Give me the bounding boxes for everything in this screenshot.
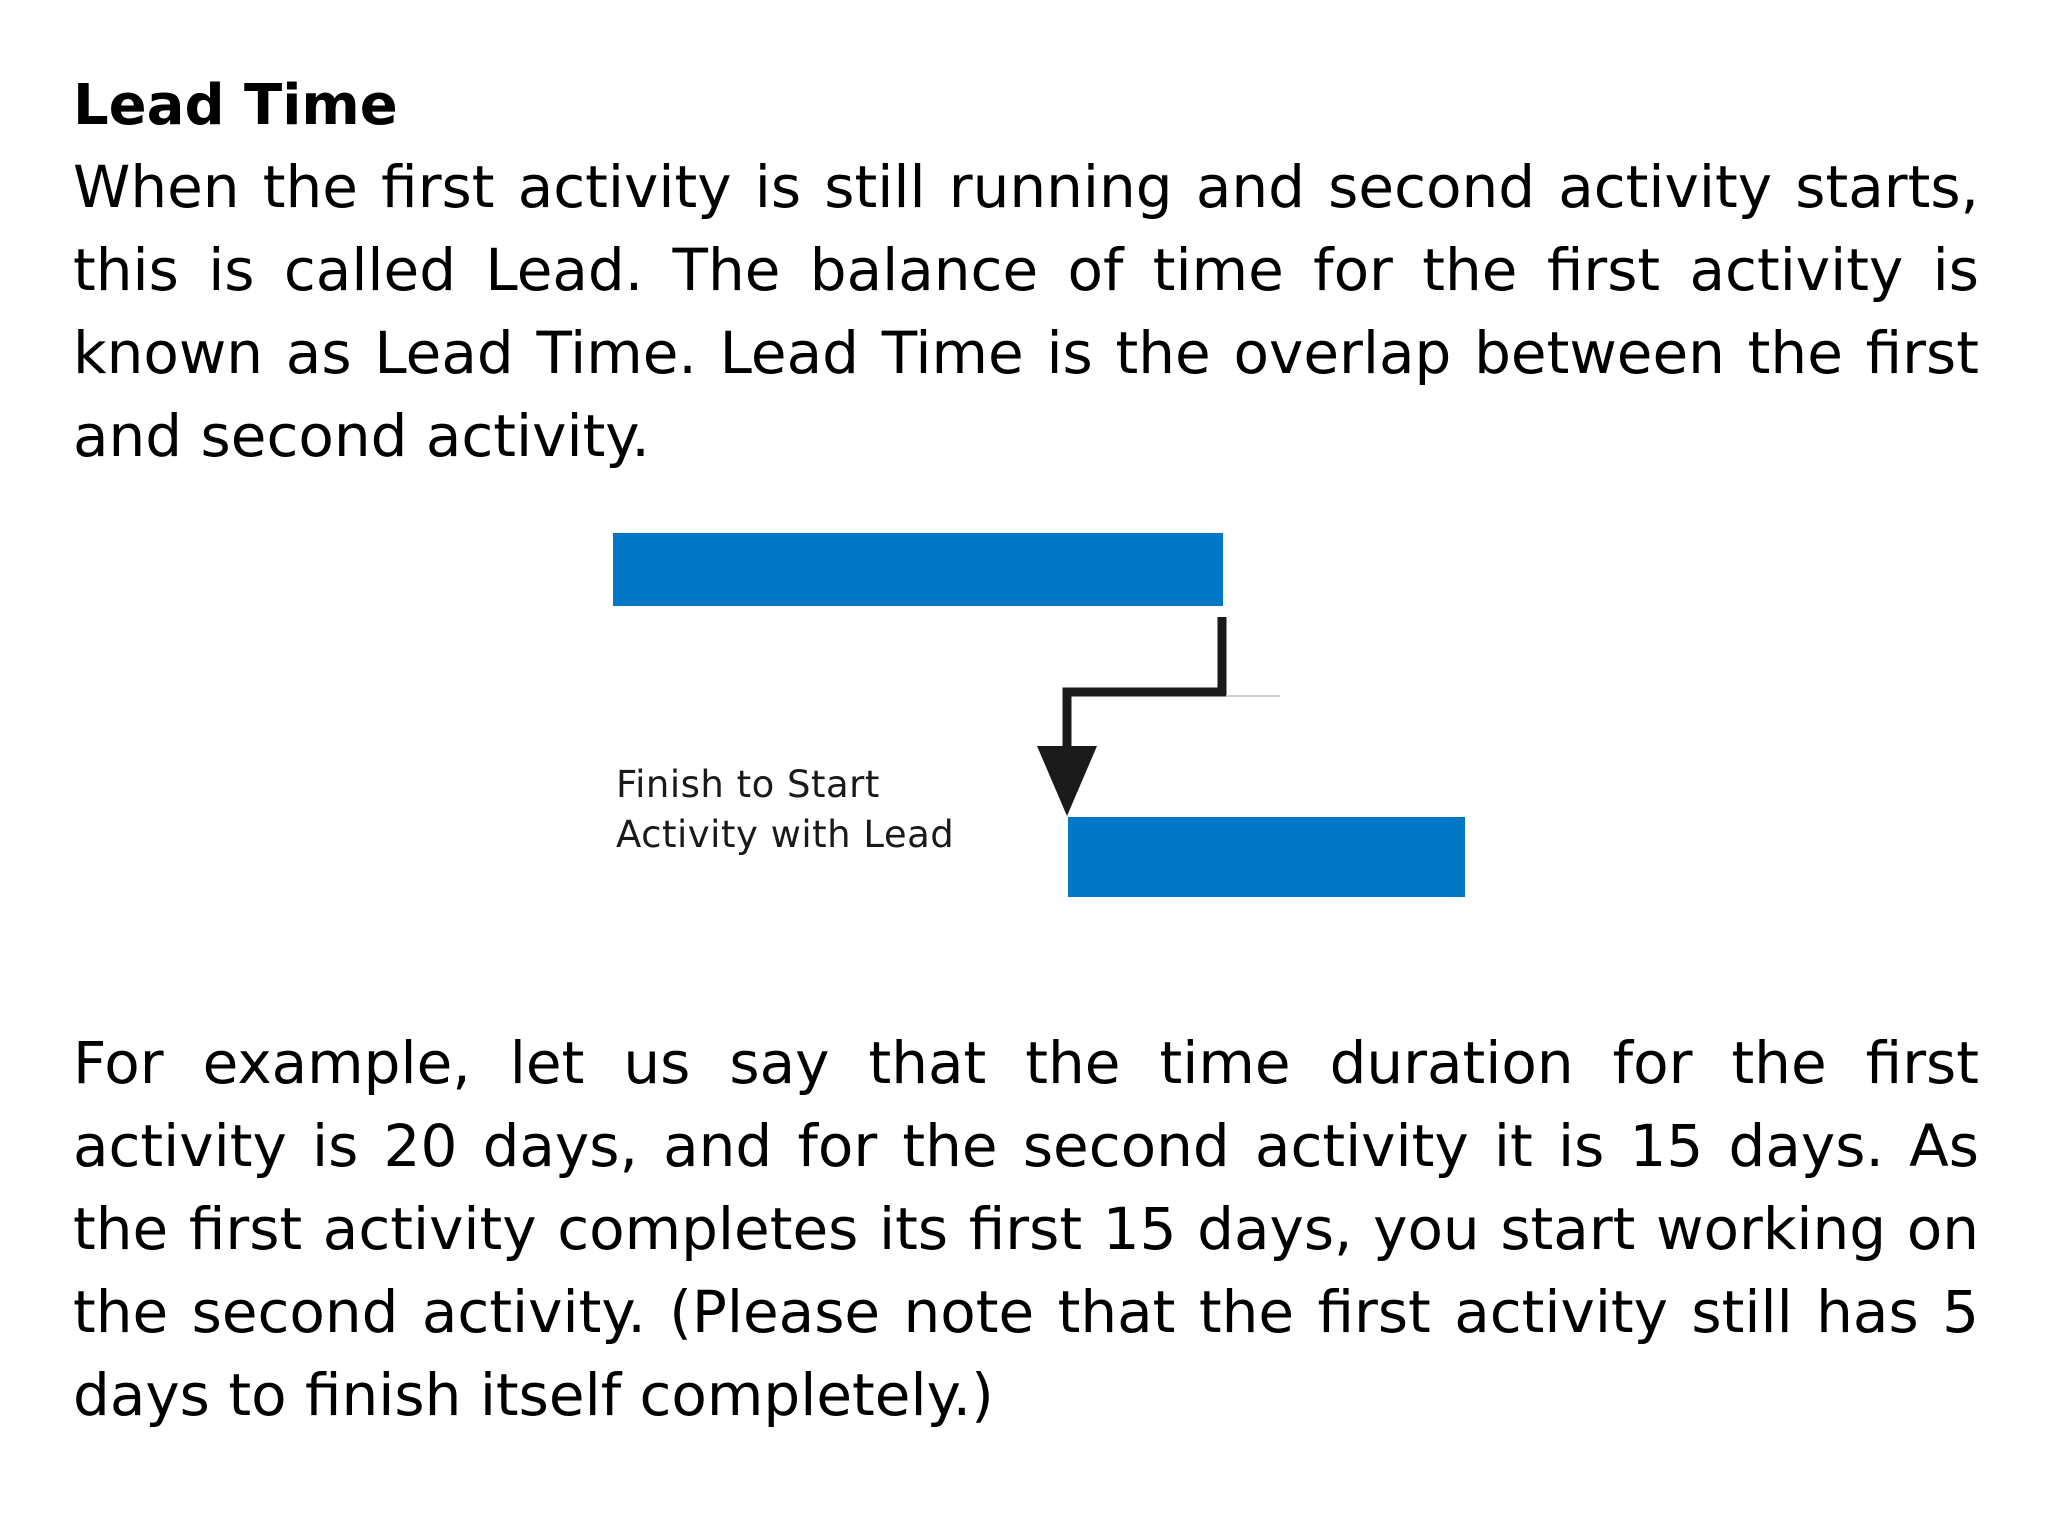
definition-paragraph: When the first activity is still running and second activity starts, this is called Lead. The balance of time for the first activity is known as Lead Time. Lead Time is the overlap between the first and second activity. [73,153,1979,470]
lead-time-diagram [600,520,1500,920]
arrow-down-icon [1037,746,1097,816]
dependency-connector-line [1067,617,1222,762]
diagram-label-line-2: Activity with Lead [616,813,955,856]
example-paragraph: For example, let us say that the time duration for the first activity is 20 days, and for the second activity it is 15 days. As the first activity completes its first 15 days, you start working on the second activity. (Please note that the first activity still has 5 days to finish itself completely.) [73,1029,1979,1429]
diagram-label-line-1: Finish to Start [616,763,880,806]
gantt-diagram [600,520,1500,920]
first-activity-bar [613,533,1223,606]
second-activity-bar [1068,817,1465,897]
page-title: Lead Time [73,73,398,138]
